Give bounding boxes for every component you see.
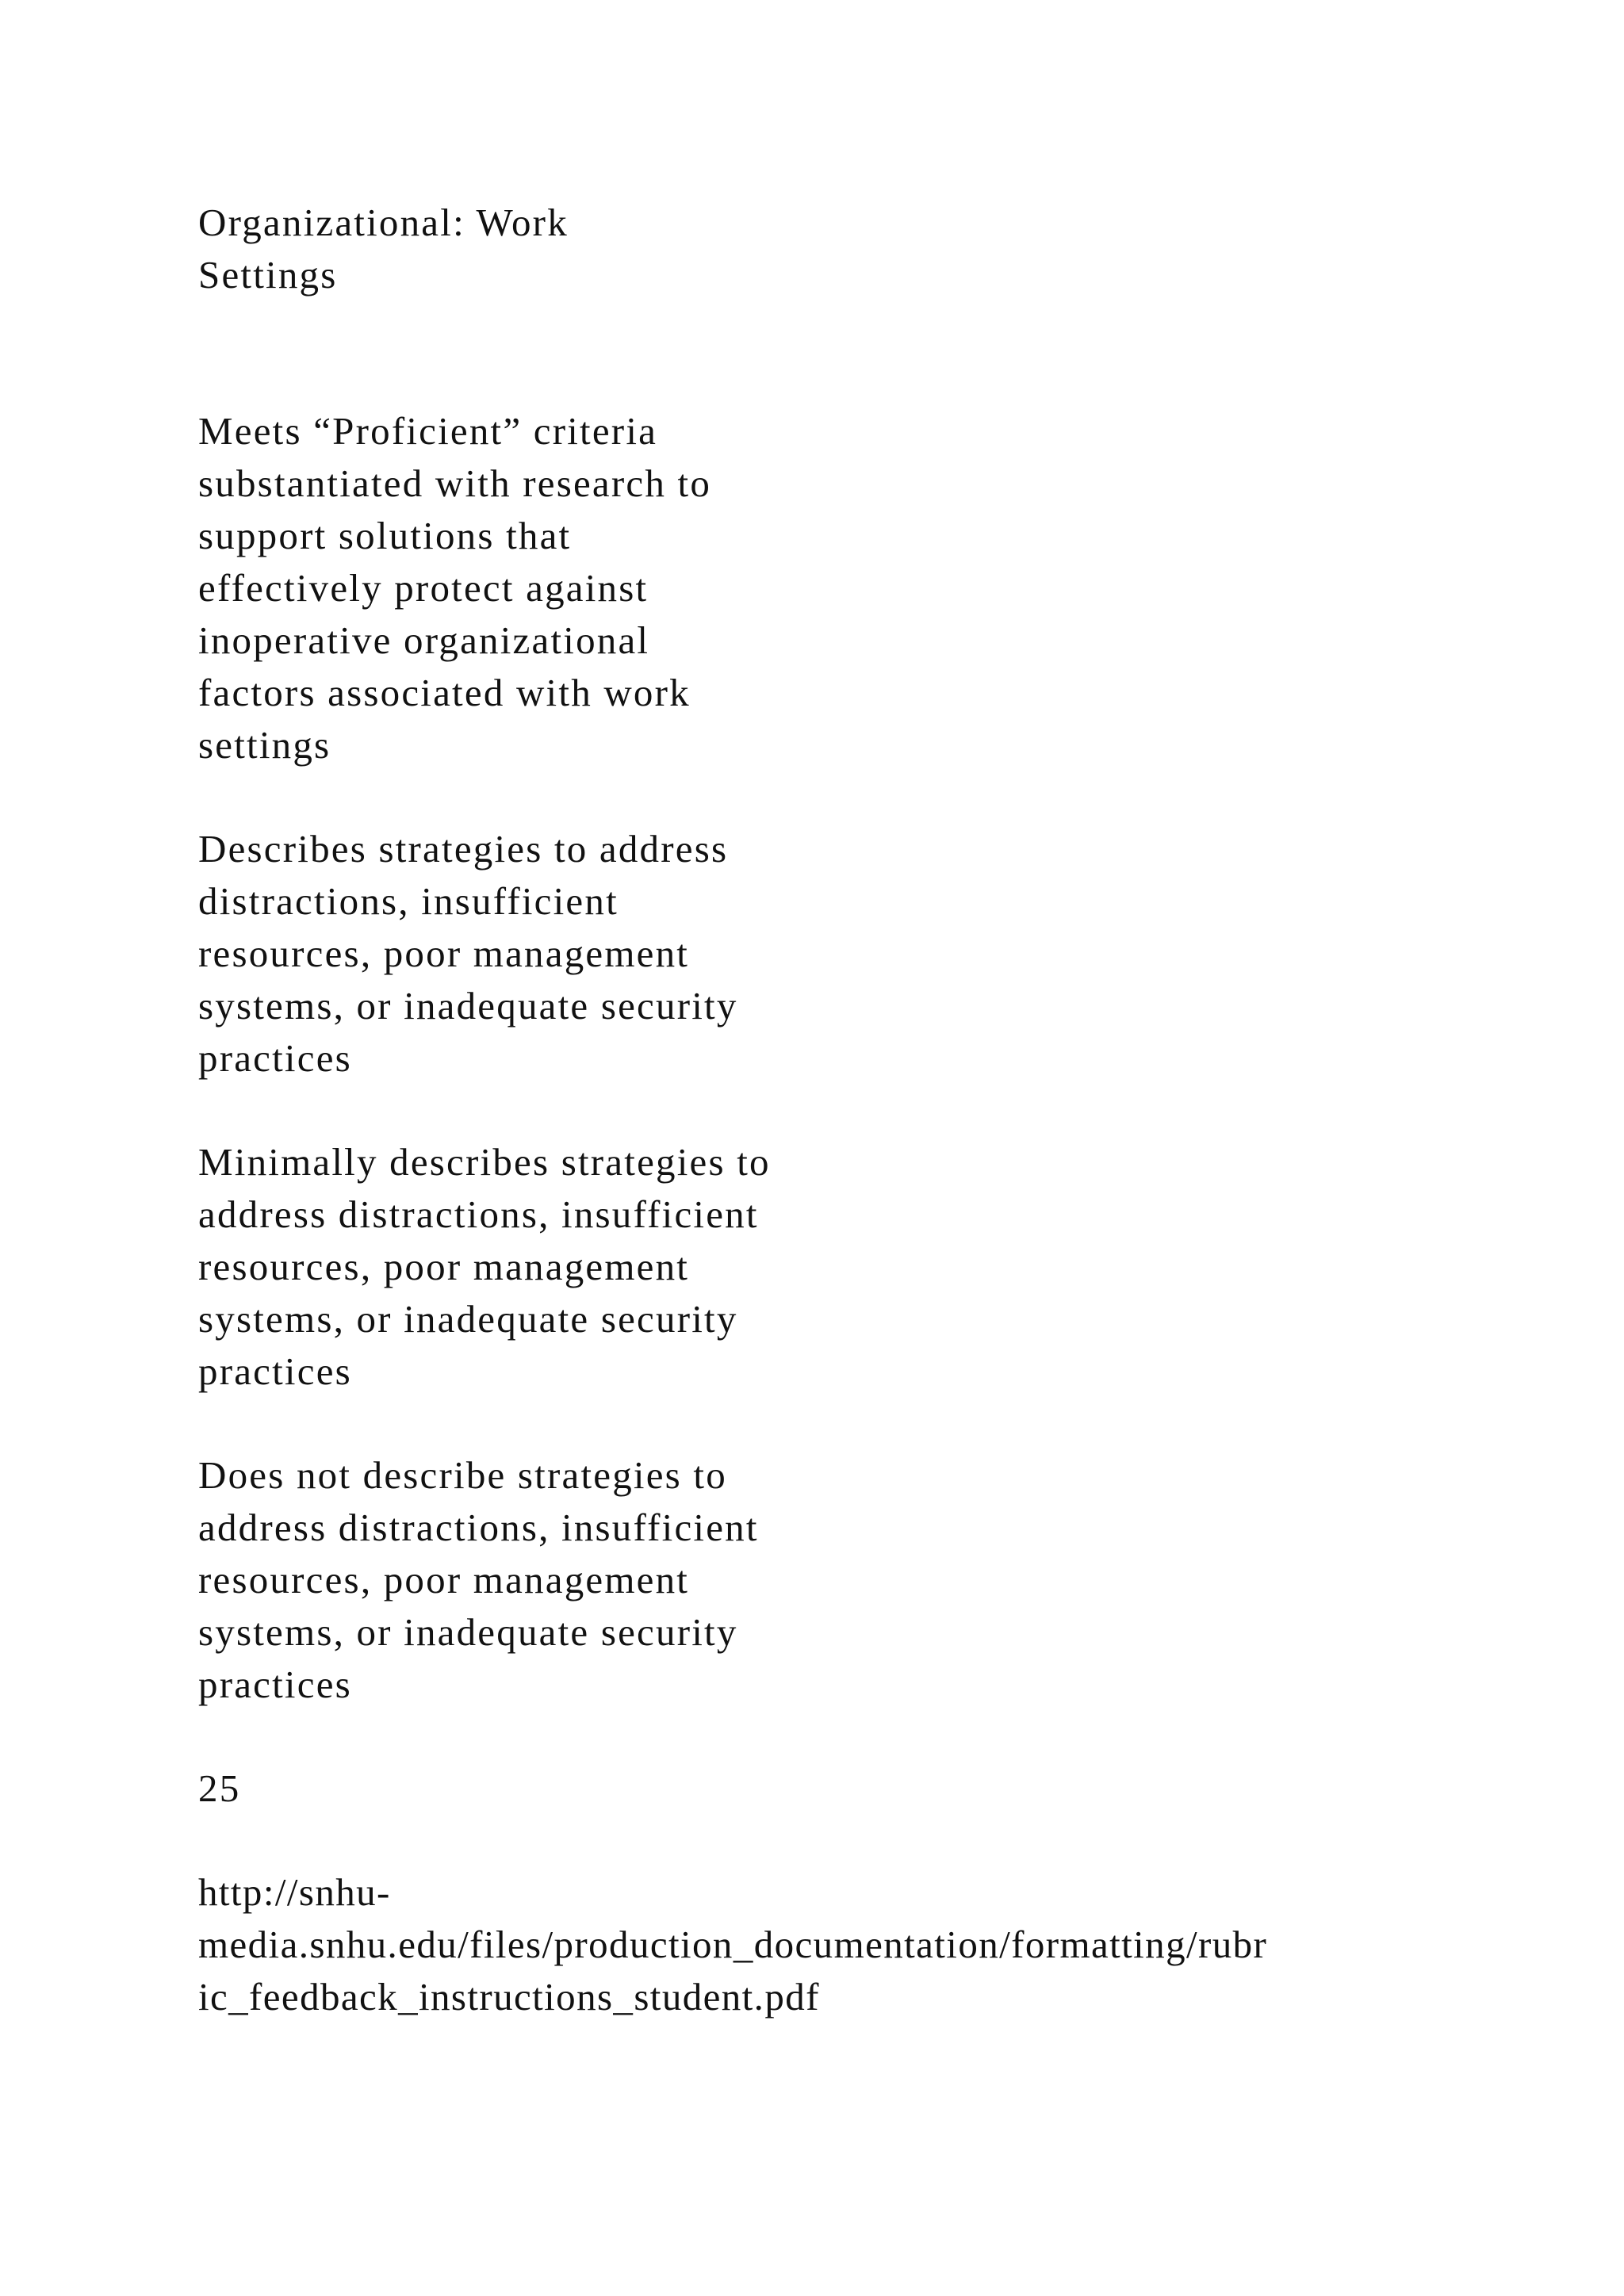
text-line: address distractions, insufficient bbox=[198, 1192, 759, 1236]
url-line[interactable]: http://snhu- bbox=[198, 1870, 391, 1914]
text-line: settings bbox=[198, 723, 331, 767]
text-line: effectively protect against bbox=[198, 566, 649, 610]
text-line: practices bbox=[198, 1349, 352, 1393]
text-line: resources, poor management bbox=[198, 1245, 690, 1288]
text-line: Describes strategies to address bbox=[198, 827, 729, 871]
text-line: Minimally describes strategies to bbox=[198, 1140, 771, 1184]
text-line: practices bbox=[198, 1663, 352, 1706]
text-line: Does not describe strategies to bbox=[198, 1453, 727, 1497]
text-line: Meets “Proficient” criteria bbox=[198, 409, 658, 453]
url-line[interactable]: ic_feedback_instructions_student.pdf bbox=[198, 1975, 820, 2019]
criterion-value: 25 bbox=[198, 1766, 241, 1810]
heading-line: Organizational: Work bbox=[198, 201, 569, 244]
heading-line: Settings bbox=[198, 253, 338, 297]
text-line: systems, or inadequate security bbox=[198, 1297, 738, 1341]
text-line: practices bbox=[198, 1036, 352, 1080]
url-line[interactable]: media.snhu.edu/files/production_documentation/formatting/rubr bbox=[198, 1923, 1268, 1966]
text-line: resources, poor management bbox=[198, 932, 690, 975]
text-line: systems, or inadequate security bbox=[198, 984, 738, 1027]
text-line: support solutions that bbox=[198, 514, 572, 557]
text-line: distractions, insufficient bbox=[198, 879, 619, 923]
text-line: substantiated with research to bbox=[198, 461, 712, 505]
text-line: address distractions, insufficient bbox=[198, 1506, 759, 1549]
text-line: resources, poor management bbox=[198, 1558, 690, 1601]
text-line: factors associated with work bbox=[198, 671, 691, 714]
text-line: inoperative organizational bbox=[198, 618, 650, 662]
text-line: systems, or inadequate security bbox=[198, 1610, 738, 1654]
